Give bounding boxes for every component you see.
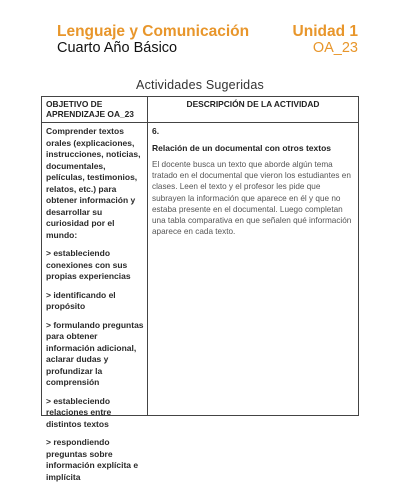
objective-bullet: > respondiendo preguntas sobre información explícita e implícita: [46, 437, 139, 482]
header-row-divider: [42, 122, 358, 123]
description-cell: [152, 126, 354, 237]
activity-title: Relación de un documental con otros textos: [152, 143, 331, 153]
objective-bullet: > estableciendo conexiones con sus propias experiencias: [46, 248, 131, 281]
objective-cell: [46, 126, 146, 490]
header-right: [293, 23, 358, 57]
description-column-header: DESCRIPCIÓN DE LA ACTIVIDAD: [186, 99, 320, 109]
objective-bullet: > formulando preguntas para obtener información adicional, aclarar dudas y profundizar la comprensión: [46, 319, 144, 387]
column-divider: [147, 97, 148, 415]
grade-label: Cuarto Año Básico: [57, 40, 178, 56]
subject-title: Lenguaje y Comunicación: [57, 23, 250, 40]
activity-number: 6.: [152, 126, 160, 136]
section-title: Actividades Sugeridas: [136, 78, 264, 92]
unit-label: Unidad 1: [292, 23, 358, 40]
objective-bullet: > identificando el propósito: [46, 289, 116, 311]
objective-code: OA_23: [312, 40, 358, 56]
page-header: [0, 0, 400, 64]
objective-column-header: OBJETIVO DE APRENDIZAJE OA_23: [46, 99, 134, 119]
objective-bullet: > estableciendo relaciones entre distintos textos: [46, 395, 112, 429]
header-left: [57, 23, 249, 57]
activity-table: [41, 96, 359, 482]
objective-intro: Comprender textos orales (explicaciones, instrucciones, noticias, documentales, películas, testimonios, relatos, etc.) para obtener información y desarrollar su curiosidad por el mundo:: [46, 126, 141, 240]
activity-description: El docente busca un texto que aborde algún tema tratado en el documental que vieron los estudiantes en clases. Leen el texto y el profesor les pide que subrayen la información que aparece en él y que no estaba presente en el documental. Luego completan una tabla comparativa en que señalen qué información aparece en cada texto.: [152, 160, 352, 237]
